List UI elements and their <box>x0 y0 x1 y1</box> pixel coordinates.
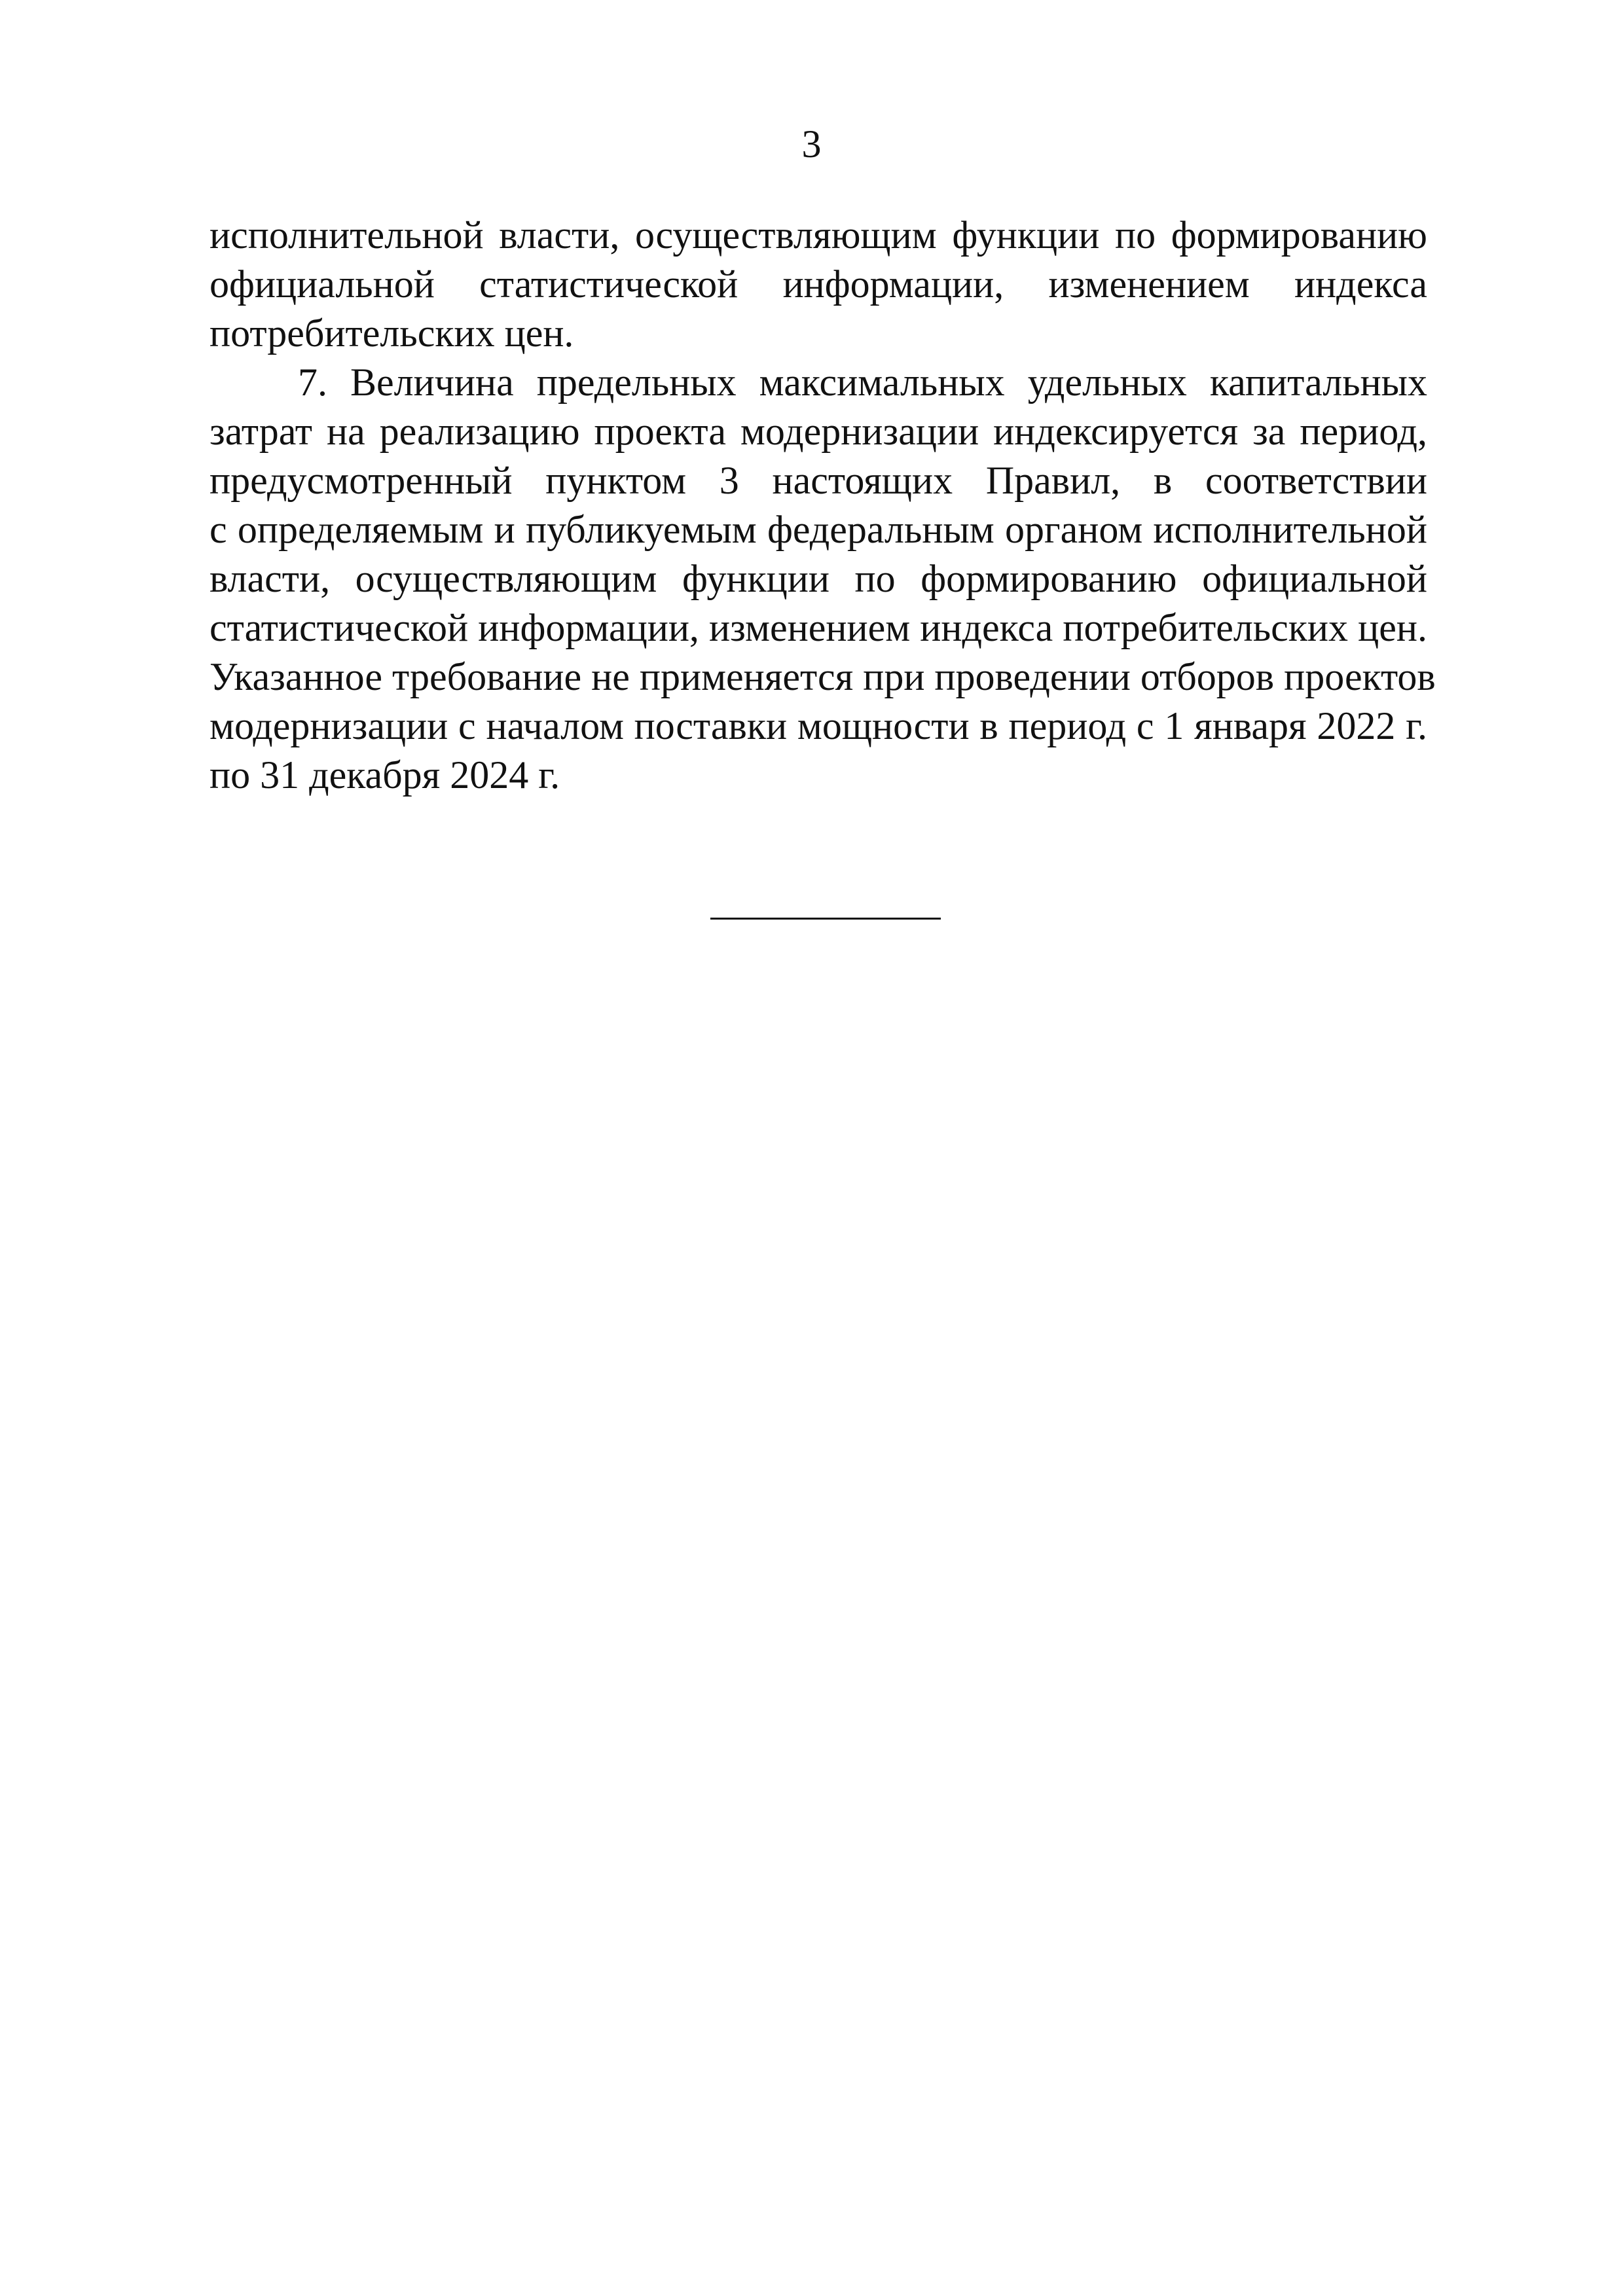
document-body <box>210 211 1436 800</box>
text-line: официальной статистической информации, изменением индекса <box>210 262 1427 306</box>
end-divider <box>710 918 941 920</box>
text-line: потребительских цен. <box>210 312 574 355</box>
text-line: статистической информации, изменением индекса потребительских цен. <box>210 606 1427 649</box>
text-line: с определяемым и публикуемым федеральным органом исполнительной <box>210 508 1427 551</box>
text-line: 7. Величина предельных максимальных удельных капитальных <box>298 361 1427 404</box>
text-line: модернизации с началом поставки мощности в период с 1 января 2022 г. <box>210 704 1427 747</box>
text-line: власти, осуществляющим функции по формированию официальной <box>210 557 1427 600</box>
text-line: Указанное требование не применяется при проведении отборов проектов <box>210 655 1436 698</box>
text-line: по 31 декабря 2024 г. <box>210 753 560 797</box>
text-line: исполнительной власти, осуществляющим функции по формированию <box>210 213 1427 257</box>
page-number: 3 <box>801 122 822 166</box>
text-line: затрат на реализацию проекта модернизации индексируется за период, <box>210 410 1427 453</box>
text-line: предусмотренный пунктом 3 настоящих Правил, в соответствии <box>210 459 1427 502</box>
